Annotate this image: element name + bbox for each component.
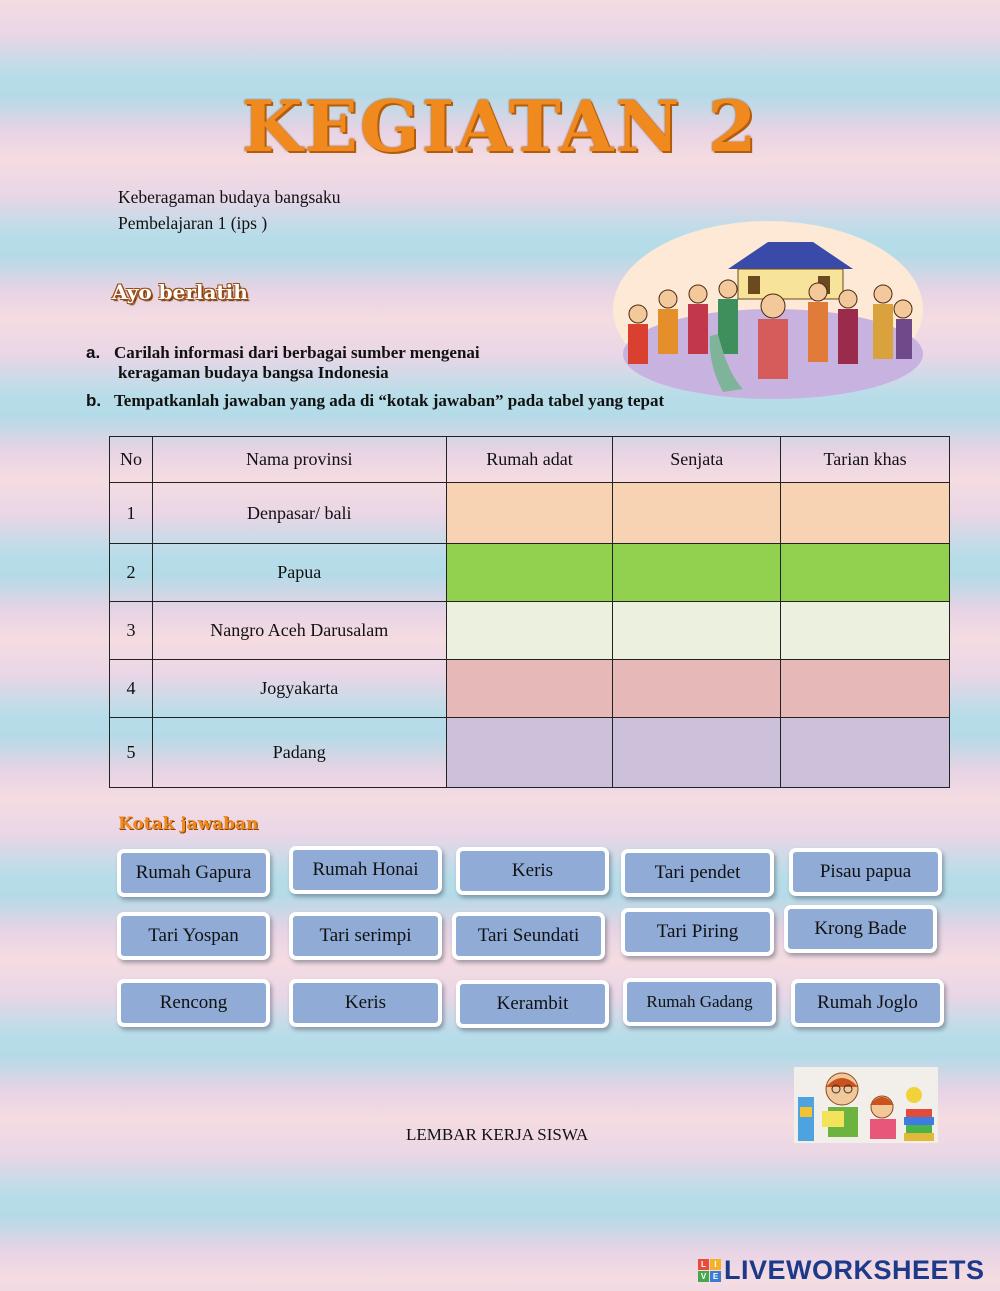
answer-chip-rencong[interactable]: Rencong	[117, 979, 270, 1027]
answer-chip-rumah-gadang[interactable]: Rumah Gadang	[623, 978, 776, 1026]
subtitle-topic: Keberagaman budaya bangsaku	[118, 187, 341, 207]
answer-chip-keris-2[interactable]: Keris	[289, 979, 442, 1027]
row-number: 5	[110, 718, 153, 788]
reading-kids-illustration	[794, 1067, 938, 1143]
instruction-b	[86, 391, 664, 411]
row-number: 2	[110, 544, 153, 602]
answer-box-label: Kotak jawaban	[118, 814, 259, 834]
answer-chip-tari-serimpi[interactable]: Tari serimpi	[289, 912, 442, 960]
drop-cell-weapon[interactable]	[613, 660, 781, 718]
logo-letter: L	[698, 1259, 709, 1270]
instruction-a-line2: keragaman budaya bangsa Indonesia	[118, 363, 389, 382]
row-province: Papua	[152, 544, 446, 602]
table-row	[110, 544, 950, 602]
table-row	[110, 602, 950, 660]
answer-chip-tari-seundati[interactable]: Tari Seundati	[452, 912, 605, 960]
answer-chip-tari-piring[interactable]: Tari Piring	[621, 908, 774, 956]
row-province: Denpasar/ bali	[152, 483, 446, 544]
answer-chip-rumah-honai[interactable]: Rumah Honai	[289, 846, 442, 894]
table-header-row	[110, 437, 950, 483]
header-no: No	[110, 437, 153, 483]
instruction-a-line1: Carilah informasi dari berbagai sumber mengenai	[114, 343, 480, 362]
header-province: Nama provinsi	[152, 437, 446, 483]
instruction-a-marker: a.	[86, 343, 101, 362]
answer-chip-rumah-joglo[interactable]: Rumah Joglo	[791, 979, 944, 1027]
answer-table	[109, 436, 950, 788]
instruction-b-line1: Tempatkanlah jawaban yang ada di “kotak jawaban” pada tabel yang tepat	[114, 391, 665, 410]
answer-chip-tari-pendet[interactable]: Tari pendet	[621, 849, 774, 897]
answer-chip-krong-bade[interactable]: Krong Bade	[784, 905, 937, 953]
drop-cell-dance[interactable]	[781, 718, 950, 788]
subtitle-lesson: Pembelajaran 1 (ips )	[118, 213, 268, 233]
drop-cell-house[interactable]	[446, 602, 613, 660]
drop-cell-dance[interactable]	[781, 483, 950, 544]
table-row	[110, 660, 950, 718]
answer-chip-keris[interactable]: Keris	[456, 847, 609, 895]
drop-cell-weapon[interactable]	[613, 602, 781, 660]
cultural-people-illustration	[598, 214, 928, 404]
logo-letter: V	[698, 1271, 709, 1282]
drop-cell-weapon[interactable]	[613, 483, 781, 544]
drop-cell-dance[interactable]	[781, 660, 950, 718]
logo-letter: I	[710, 1259, 721, 1270]
row-number: 3	[110, 602, 153, 660]
row-province: Nangro Aceh Darusalam	[152, 602, 446, 660]
drop-cell-house[interactable]	[446, 718, 613, 788]
brand-name: LIVEWORKSHEETS	[724, 1255, 985, 1285]
drop-cell-weapon[interactable]	[613, 718, 781, 788]
row-number: 4	[110, 660, 153, 718]
instruction-b-marker: b.	[86, 391, 102, 410]
answer-chip-tari-yospan[interactable]: Tari Yospan	[117, 912, 270, 960]
drop-cell-dance[interactable]	[781, 602, 950, 660]
logo-letter: E	[710, 1271, 721, 1282]
header-dance: Tarian khas	[781, 437, 950, 483]
practice-heading: Ayo berlatih	[112, 280, 248, 304]
answer-chip-pisau-papua[interactable]: Pisau papua	[789, 848, 942, 896]
answer-chip-rumah-gapura[interactable]: Rumah Gapura	[117, 849, 270, 897]
drop-cell-house[interactable]	[446, 660, 613, 718]
row-number: 1	[110, 483, 153, 544]
instruction-a	[86, 343, 480, 383]
page-title: KEGIATAN 2	[241, 85, 759, 168]
table-row	[110, 483, 950, 544]
header-weapon: Senjata	[613, 437, 781, 483]
answer-chip-kerambit[interactable]: Kerambit	[456, 980, 609, 1028]
liveworksheets-brand[interactable]	[698, 1255, 985, 1286]
row-province: Jogyakarta	[152, 660, 446, 718]
drop-cell-dance[interactable]	[781, 544, 950, 602]
row-province: Padang	[152, 718, 446, 788]
header-traditional-house: Rumah adat	[446, 437, 613, 483]
footer-label: LEMBAR KERJA SISWA	[406, 1125, 589, 1144]
drop-cell-house[interactable]	[446, 483, 613, 544]
drop-cell-house[interactable]	[446, 544, 613, 602]
drop-cell-weapon[interactable]	[613, 544, 781, 602]
liveworksheets-logo-icon	[698, 1259, 721, 1282]
table-row	[110, 718, 950, 788]
